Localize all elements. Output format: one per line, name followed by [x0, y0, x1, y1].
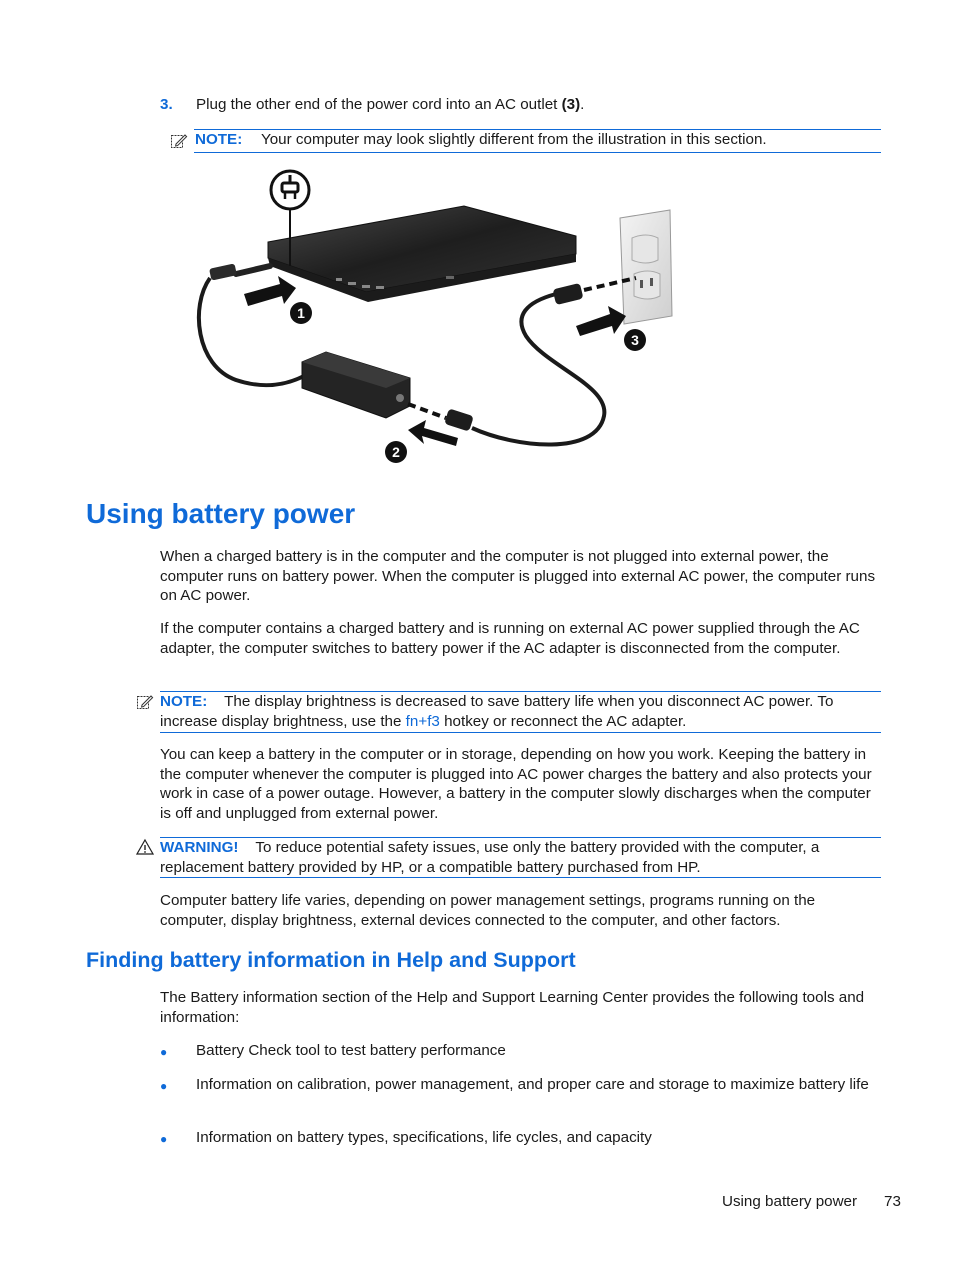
list-item-text: Information on calibration, power management, and proper care and storage to maximize battery life	[196, 1076, 869, 1093]
callout-1	[290, 302, 312, 324]
paragraph-battery-power: When a charged battery is in the computer and the computer is not plugged into external power, the computer runs on battery power. When the computer is plugged into external AC power, the computer runs on AC power.	[160, 548, 876, 605]
illustration-svg	[196, 166, 686, 468]
paragraph-ac-disconnect: If the computer contains a charged battery and is running on external AC power supplied through the AC adapter, the computer switches to battery power if the AC adapter is disconnected from the computer.	[160, 620, 860, 657]
note-pencil-icon	[136, 693, 154, 711]
warning-box	[160, 837, 881, 878]
callout-2	[385, 441, 407, 463]
note-icon	[170, 132, 188, 150]
note-box-brightness	[160, 691, 881, 733]
warning-triangle-icon	[136, 838, 154, 856]
power-connection-illustration	[196, 166, 686, 468]
callout-number: 2	[392, 444, 400, 460]
note-text-main: The display brightness is decreased to save battery life when you disconnect AC power. To increase display brightness, use the	[160, 693, 834, 730]
paragraph-battery-storage: You can keep a battery in the computer or in storage, depending on how you work. Keeping the battery in the computer whenever the computer is plugged into AC power charges the battery and also protects your work in case of a power outage. However, a battery in the computer slowly discharges when the computer is off and unplugged from external power.	[160, 746, 872, 822]
callout-3	[624, 329, 646, 351]
footer-section-title: Using battery power	[722, 1193, 858, 1210]
warning-text	[160, 839, 819, 876]
warning-icon	[136, 838, 154, 856]
step-text	[196, 96, 584, 113]
callout-number: 1	[297, 305, 305, 321]
page-heading: Using battery power	[86, 498, 356, 529]
bullet-icon: ●	[160, 1132, 168, 1146]
note-text	[160, 693, 833, 730]
step-text-end: .	[580, 96, 585, 113]
warning-text-body: To reduce potential safety issues, use only the battery provided with the computer, a replacement battery provided by HP, or a compatible battery purchased from HP.	[160, 839, 820, 876]
bullet-icon: ●	[160, 1079, 168, 1093]
arrow-1	[244, 276, 296, 306]
note-label: NOTE:	[195, 131, 243, 148]
bullet-icon: ●	[160, 1045, 168, 1059]
note-icon-2	[136, 693, 154, 711]
note-pencil-icon	[170, 132, 188, 150]
laptop	[268, 206, 576, 302]
arrow-3	[576, 306, 626, 336]
list-item-text: Battery Check tool to test battery performance	[196, 1042, 506, 1059]
step-text-main: Plug the other end of the power cord into an AC outlet	[196, 96, 562, 113]
section-heading: Finding battery information in Help and Support	[86, 948, 576, 972]
warning-label: WARNING!	[160, 839, 239, 856]
paragraph-battery-life: Computer battery life varies, depending on power management settings, programs running on the computer, display brightness, external devices connected to the computer, and other factors.	[160, 892, 816, 929]
note-text-end: hotkey or reconnect the AC adapter.	[439, 712, 687, 730]
hotkey-fn-f3[interactable]: fn+f3	[405, 712, 440, 730]
ac-adapter	[302, 352, 410, 418]
wall-outlet	[620, 210, 672, 324]
step-callout-ref: (3)	[561, 96, 581, 113]
paragraph-help-support: The Battery information section of the Help and Support Learning Center provides the following tools and information:	[160, 989, 865, 1026]
list-item-text: Information on battery types, specifications, life cycles, and capacity	[196, 1129, 652, 1146]
step-number: 3.	[160, 96, 173, 113]
footer-page-number: 73	[884, 1193, 901, 1210]
callout-number: 3	[631, 332, 639, 348]
note-text: Your computer may look slightly different from the illustration in this section.	[261, 131, 767, 148]
note-box	[194, 129, 881, 153]
note-label: NOTE:	[160, 693, 208, 710]
